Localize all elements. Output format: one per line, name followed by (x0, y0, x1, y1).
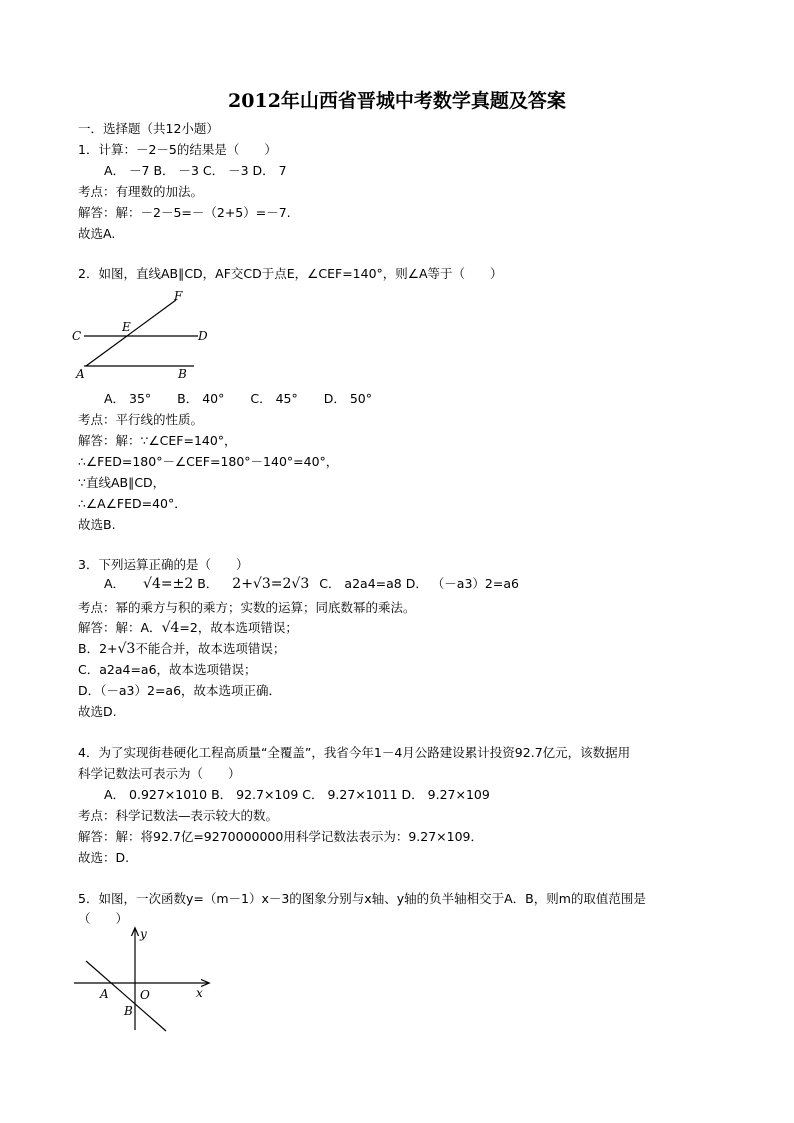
q5-stem-2: （ ） (78, 911, 129, 926)
q2-option-a: A． 35° (104, 391, 152, 406)
page-title: 2012年山西省晋城中考数学真题及答案 (228, 90, 566, 112)
q5-stem-1: 5．如图，一次函数y=（m－1）x－3的图象分别与x轴、y轴的负半轴相交于A．B，则m的取值范围是 (78, 891, 646, 906)
q2-choice: 故选B. (78, 517, 116, 532)
q4-stem-1: 4．为了实现街巷硬化工程高质量“全覆盖”，我省今年1－4月公路建设累计投资92.7亿元，该数据用 (78, 745, 631, 760)
q2-option-d: D． 50° (323, 391, 372, 406)
q3-answer-3: C．a2a4=a6，故本选项错误； (78, 662, 257, 677)
linear-function-figure (70, 925, 220, 1035)
q1-answer: 解答：解：－2－5=－（2+5）=－7. (78, 205, 291, 220)
label-o: O (140, 988, 150, 1002)
q4-options: A． 0.927×1010 B． 92.7×109 C． 9.27×1011 D． 9.27×109 (104, 787, 490, 802)
label-a: A (76, 367, 85, 381)
q2-options (104, 391, 372, 407)
label-b: B (124, 1004, 133, 1018)
q2-point: 考点：平行线的性质。 (78, 412, 204, 427)
label-d: D (198, 329, 208, 343)
q2-answer-3: ∵直线AB∥CD， (78, 475, 166, 490)
label-y: y (140, 927, 147, 941)
q3-answer-2 (78, 641, 285, 657)
section-heading: 一．选择题（共12小题） (78, 121, 219, 136)
q3-answer-1-post: =2，故本选项错误； (179, 620, 298, 635)
q2-answer-2: ∴∠FED=180°－∠CEF=180°－140°=40°， (78, 454, 339, 469)
q2-option-b: B． 40° (177, 391, 225, 406)
q3-options (104, 576, 519, 592)
q3-choice: 故选D. (78, 704, 117, 719)
q3-point: 考点：幂的乘方与积的乘方；实数的运算；同底数幂的乘法。 (78, 600, 416, 615)
label-x: x (196, 986, 203, 1000)
q3-option-a-expr: √4=±2 (143, 576, 194, 592)
q4-answer: 解答：解：将92.7亿=9270000000用科学记数法表示为：9.27×109． (78, 829, 483, 844)
label-b: B (178, 367, 187, 381)
q3-answer-2-pre: B．2+ (78, 641, 118, 656)
label-f: F (174, 289, 183, 303)
parallel-lines-figure (70, 288, 220, 383)
label-e: E (122, 320, 131, 334)
label-a: A (100, 987, 109, 1001)
q3-answer-2-post: 不能合并，故本选项错误； (135, 641, 286, 656)
q1-point: 考点：有理数的加法。 (78, 184, 204, 199)
q4-point: 考点：科学记数法—表示较大的数。 (78, 808, 279, 823)
q1-options: A． －7 B． －3 C． －3 D． 7 (104, 163, 287, 178)
function-line (86, 961, 166, 1031)
q2-option-c: C． 45° (250, 391, 298, 406)
q2-stem: 2．如图，直线AB∥CD，AF交CD于点E，∠CEF=140°，则∠A等于（ ） (78, 266, 503, 281)
q4-choice: 故选：D. (78, 850, 130, 865)
q1-choice: 故选A. (78, 226, 116, 241)
q4-stem-2: 科学记数法可表示为（ ） (78, 766, 241, 781)
q3-option-b-expr: 2+√3=2√3 (232, 576, 310, 592)
q1-stem: 1．计算：－2－5的结果是（ ） (78, 142, 277, 157)
q3-answer-1-pre: 解答：解：A． (78, 620, 162, 635)
q3-option-a-label: A． (104, 576, 126, 591)
q3-answer-2-expr: √3 (117, 641, 136, 657)
q3-option-cd: C． a2a4=a8 D． （－a3）2=a6 (319, 576, 519, 591)
q3-option-b-label: B． (197, 576, 219, 591)
q2-answer-1: 解答：解：∵∠CEF=140°， (78, 433, 237, 448)
line-af (86, 300, 176, 366)
label-c: C (72, 329, 82, 343)
q3-stem: 3．下列运算正确的是（ ） (78, 557, 249, 572)
q2-answer-4: ∴∠A∠FED=40°． (78, 496, 187, 511)
q3-answer-4: D．（－a3）2=a6，故本选项正确． (78, 683, 282, 698)
q3-answer-1-expr: √4 (161, 620, 180, 636)
q3-answer-1 (78, 620, 298, 636)
